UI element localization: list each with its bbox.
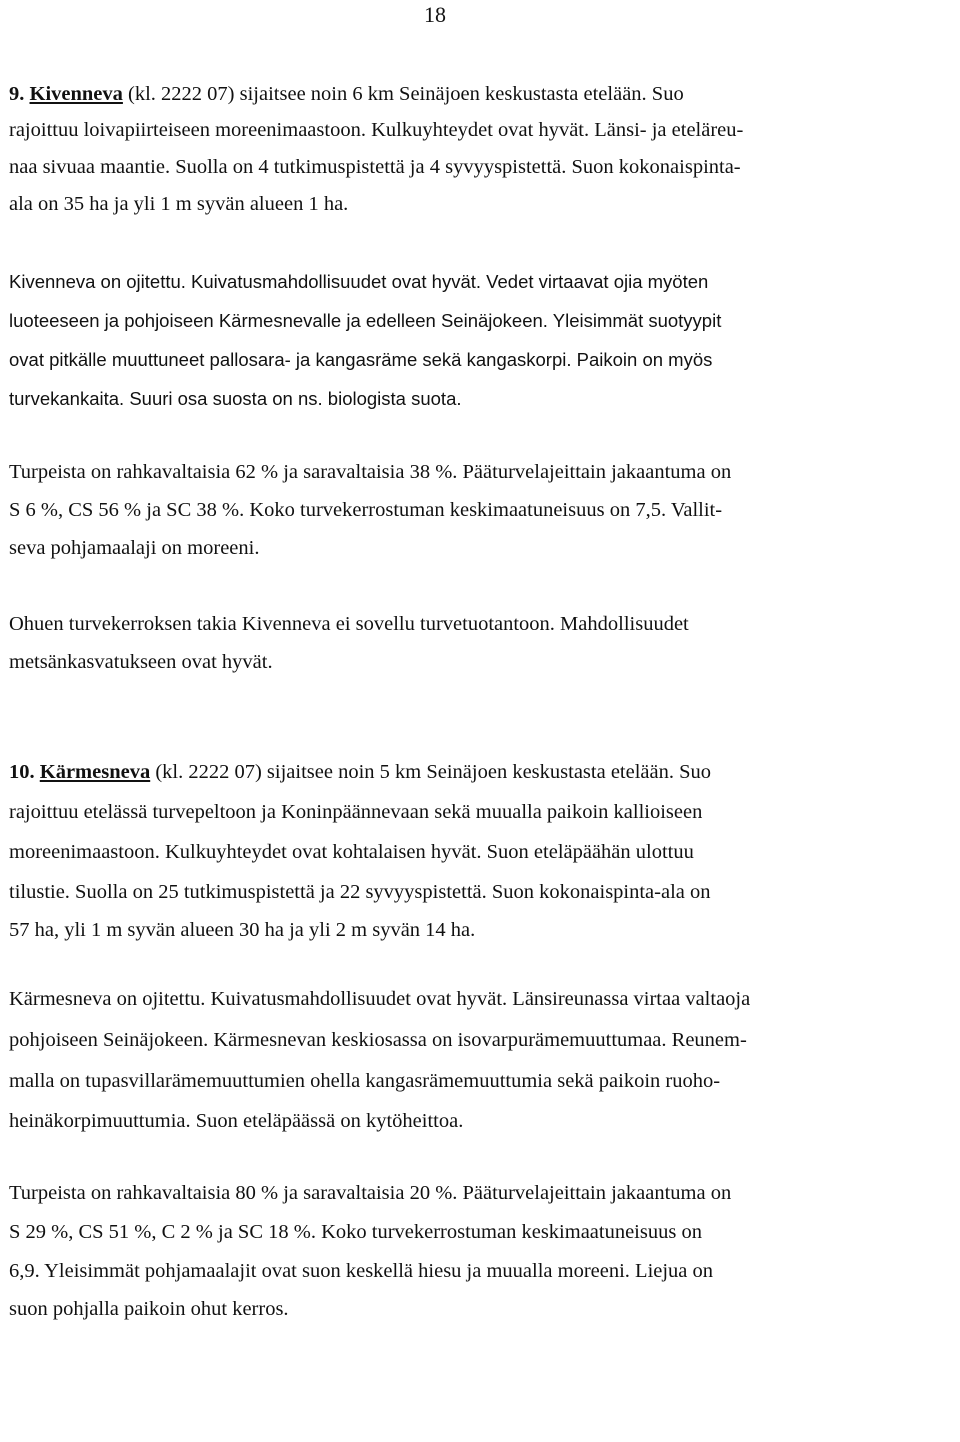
- text-line: rajoittuu etelässä turvepeltoon ja Koninpäännevaan sekä muualla paikoin kallioiseen: [9, 801, 703, 823]
- text-line: naa sivuaa maantie. Suolla on 4 tutkimuspistettä ja 4 syvyyspistettä. Suon kokonaispinta-: [9, 156, 741, 178]
- text-line: Kivenneva on ojitettu. Kuivatusmahdollisuudet ovat hyvät. Vedet virtaavat ojia myöten: [9, 271, 709, 292]
- text-line: 57 ha, yli 1 m syvän alueen 30 ha ja yli 2 m syvän 14 ha.: [9, 919, 476, 941]
- text-line: turvekankaita. Suuri osa suosta on ns. biologista suota.: [9, 388, 462, 409]
- text-line: Turpeista on rahkavaltaisia 62 % ja saravaltaisia 38 %. Pääturvelajeittain jakaantuma on: [9, 461, 732, 483]
- text-line: [9, 82, 684, 106]
- text-line: rajoittuu loivapiirteiseen moreenimaastoon. Kulkuyhteydet ovat hyvät. Länsi- ja eteläreu-: [9, 119, 744, 141]
- text-line: seva pohjamaalaji on moreeni.: [9, 537, 260, 559]
- text-line: ala on 35 ha ja yli 1 m syvän alueen 1 ha.: [9, 193, 349, 215]
- bog-name: Kivenneva: [29, 83, 123, 105]
- text-line: suon pohjalla paikoin ohut kerros.: [9, 1298, 289, 1320]
- text-line: Ohuen turvekerroksen takia Kivenneva ei sovellu turvetuotantoon. Mahdollisuudet: [9, 613, 689, 635]
- text-line: Turpeista on rahkavaltaisia 80 % ja saravaltaisia 20 %. Pääturvelajeittain jakaantuma on: [9, 1182, 732, 1204]
- text-line: tilustie. Suolla on 25 tutkimuspistettä ja 22 syvyyspistettä. Suon kokonaispinta-ala on: [9, 881, 711, 903]
- text-span: (kl. 2222 07) sijaitsee noin 5 km Seinäjoen keskustasta etelään. Suo: [150, 761, 712, 783]
- text-line: S 29 %, CS 51 %, C 2 % ja SC 18 %. Koko turvekerrostuman keskimaatuneisuus on: [9, 1221, 702, 1243]
- text-line: 6,9. Yleisimmät pohjamaalajit ovat suon keskellä hiesu ja muualla moreeni. Liejua on: [9, 1260, 714, 1282]
- section-number: 9.: [9, 83, 25, 105]
- text-line: malla on tupasvillarämemuuttumien ohella kangasrämemuuttumia sekä paikoin ruoho-: [9, 1070, 721, 1092]
- text-line: metsänkasvatukseen ovat hyvät.: [9, 651, 273, 673]
- text-line: moreenimaastoon. Kulkuyhteydet ovat kohtalaisen hyvät. Suon eteläpäähän ulottuu: [9, 841, 694, 863]
- text-line: S 6 %, CS 56 % ja SC 38 %. Koko turvekerrostuman keskimaatuneisuus on 7,5. Vallit-: [9, 499, 723, 521]
- text-line: [9, 760, 711, 784]
- text-line: luoteeseen ja pohjoiseen Kärmesnevalle ja edelleen Seinäjokeen. Yleisimmät suotyypit: [9, 310, 722, 331]
- section-number: 10.: [9, 761, 35, 783]
- text-line: pohjoiseen Seinäjokeen. Kärmesnevan keskiosassa on isovarpurämemuuttumaa. Reunem-: [9, 1029, 747, 1051]
- bog-name: Kärmesneva: [39, 761, 151, 783]
- text-line: heinäkorpimuuttumia. Suon eteläpäässä on kytöheittoa.: [9, 1110, 464, 1132]
- text-span: (kl. 2222 07) sijaitsee noin 6 km Seinäjoen keskustasta etelään. Suo: [122, 83, 684, 105]
- text-line: ovat pitkälle muuttuneet pallosara- ja kangasräme sekä kangaskorpi. Paikoin on myös: [9, 349, 713, 370]
- page-number: 18: [424, 2, 446, 27]
- text-line: Kärmesneva on ojitettu. Kuivatusmahdollisuudet ovat hyvät. Länsireunassa virtaa valtaoja: [9, 988, 751, 1010]
